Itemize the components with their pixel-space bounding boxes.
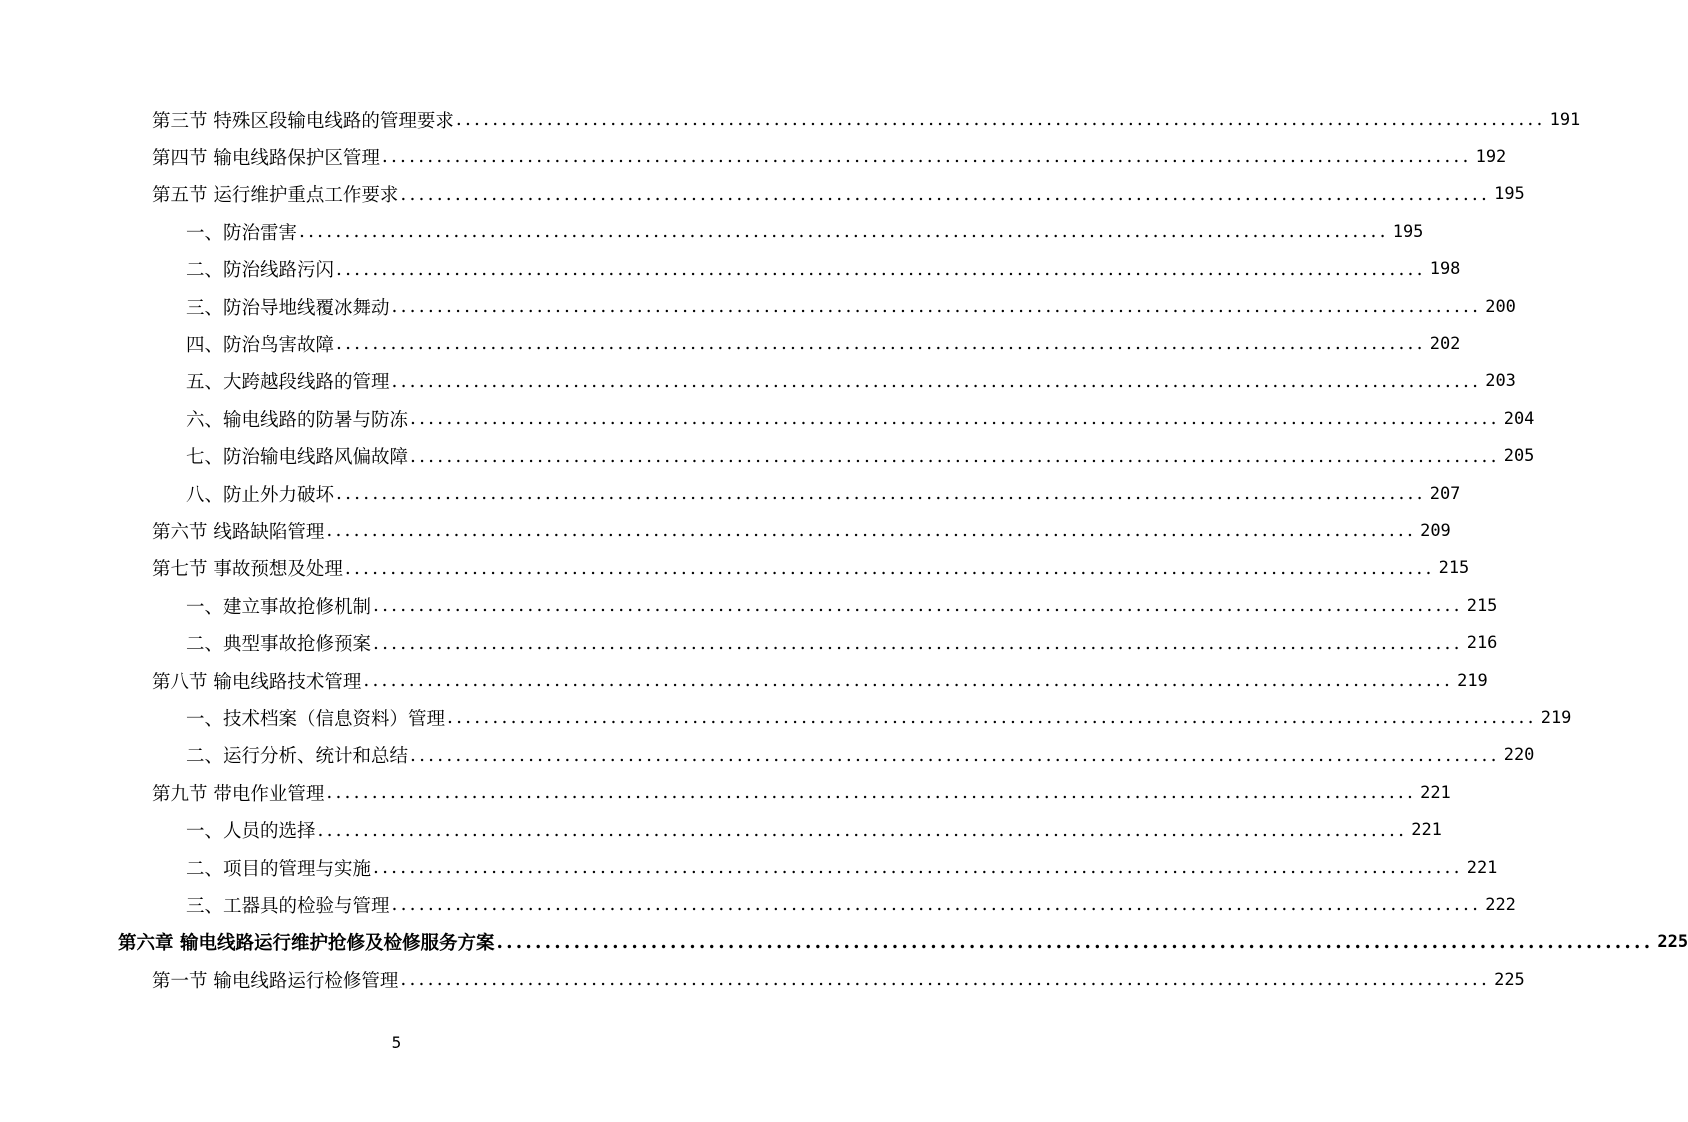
- toc-entry-title: 一、防治雷害: [186, 222, 298, 244]
- toc-entry-page-number: 192: [1475, 146, 1507, 167]
- dot-leader: ........................................................................................................................: [299, 221, 1389, 243]
- toc-entry-title: 二、防治线路污闪: [186, 260, 335, 282]
- toc-entry-page-number: 200: [1485, 296, 1516, 317]
- toc-section-entry[interactable]: [152, 662, 1488, 699]
- toc-entry-title: 第一节 输电线路运行检修管理: [152, 970, 399, 992]
- toc-entry-page-number: 215: [1438, 558, 1470, 579]
- dot-leader: ........................................................................................................................: [400, 969, 1491, 991]
- dot-leader: ........................................................................................................................: [400, 183, 1491, 205]
- toc-entry-page-number: 222: [1485, 894, 1516, 915]
- toc-entry-title: 二、项目的管理与实施: [186, 858, 372, 880]
- toc-item-entry[interactable]: [186, 699, 1572, 736]
- toc-entry-title: 二、典型事故抢修预案: [186, 634, 372, 656]
- toc-entry-page-number: 225: [1494, 969, 1525, 990]
- toc-chapter-entry[interactable]: [118, 924, 1688, 961]
- toc-section-entry[interactable]: [152, 101, 1581, 138]
- toc-item-entry[interactable]: [186, 213, 1424, 250]
- toc-entry-page-number: 203: [1485, 371, 1516, 392]
- toc-item-entry[interactable]: [186, 625, 1498, 662]
- toc-entry-page-number: 221: [1420, 782, 1451, 803]
- toc-entry-title: 五、大跨越段线路的管理: [186, 372, 390, 394]
- page-number: 5: [391, 1033, 402, 1052]
- dot-leader: ........................................................................................................................: [326, 782, 1417, 804]
- dot-leader: ........................................................................................................................: [391, 894, 1482, 916]
- toc-entry-title: 八、防止外力破坏: [186, 484, 335, 506]
- toc-entry-title: 一、建立事故抢修机制: [186, 596, 372, 618]
- dot-leader: ........................................................................................................................: [410, 408, 1500, 430]
- dot-leader: ........................................................................................................................: [373, 857, 1463, 878]
- dot-leader: ........................................................................................................................: [391, 370, 1482, 392]
- dot-leader: ........................................................................................................................: [373, 632, 1463, 654]
- dot-leader: ........................................................................................................................: [410, 445, 1500, 467]
- toc-entry-page-number: 204: [1503, 408, 1535, 429]
- toc-entry-page-number: 205: [1503, 446, 1535, 467]
- toc-section-entry[interactable]: [152, 550, 1470, 587]
- dot-leader: ........................................................................................................................: [496, 931, 1654, 953]
- toc-entry-title: 三、工器具的检验与管理: [186, 895, 390, 917]
- toc-entry-title: 三、防治导地线覆冰舞动: [186, 297, 390, 319]
- toc-entry-title: 第四节 输电线路保护区管理: [152, 147, 380, 169]
- toc-entry-page-number: 207: [1429, 483, 1461, 504]
- toc-item-entry[interactable]: [186, 400, 1535, 437]
- toc-entry-page-number: 221: [1411, 820, 1442, 841]
- dot-leader: ........................................................................................................................: [410, 744, 1500, 766]
- toc-item-entry[interactable]: [186, 812, 1442, 849]
- toc-entry-page-number: 220: [1503, 745, 1535, 766]
- toc-section-entry[interactable]: [152, 176, 1525, 213]
- toc-entry-page-number: 195: [1494, 184, 1525, 205]
- toc-entry-page-number: 219: [1540, 707, 1572, 728]
- toc-item-entry[interactable]: [186, 288, 1516, 325]
- dot-leader: ........................................................................................................................: [336, 258, 1426, 280]
- toc-item-entry[interactable]: [186, 438, 1535, 475]
- toc-entry-title: 第五节 运行维护重点工作要求: [152, 185, 399, 207]
- dot-leader: ........................................................................................................................: [336, 483, 1426, 504]
- toc-entry-title: 第九节 带电作业管理: [152, 783, 325, 805]
- toc-entry-title: 第八节 输电线路技术管理: [152, 671, 362, 693]
- dot-leader: ........................................................................................................................: [336, 333, 1426, 355]
- toc-item-entry[interactable]: [186, 251, 1461, 288]
- dot-leader: ........................................................................................................................: [391, 296, 1482, 317]
- toc-entry-page-number: 195: [1392, 221, 1424, 242]
- toc-entry-title: 第六节 线路缺陷管理: [152, 521, 325, 543]
- toc-item-entry[interactable]: [186, 587, 1498, 624]
- dot-leader: ........................................................................................................................: [344, 557, 1435, 579]
- toc-section-entry[interactable]: [152, 512, 1451, 549]
- toc-entry-title: 二、运行分析、统计和总结: [186, 746, 409, 768]
- toc-entry-title: 第七节 事故预想及处理: [152, 559, 343, 581]
- toc-entry-title: 一、人员的选择: [186, 821, 316, 843]
- dot-leader: ........................................................................................................................: [317, 819, 1408, 841]
- toc-entry-title: 第三节 特殊区段输电线路的管理要求: [152, 110, 454, 132]
- dot-leader: ........................................................................................................................: [455, 109, 1546, 130]
- toc-entry-title: 四、防治鸟害故障: [186, 334, 335, 356]
- dot-leader: ........................................................................................................................: [326, 520, 1417, 542]
- dot-leader: ........................................................................................................................: [363, 670, 1454, 691]
- toc-entry-page-number: 221: [1466, 857, 1498, 878]
- toc-entry-title: 六、输电线路的防暑与防冻: [186, 409, 409, 431]
- toc-entry-page-number: 198: [1429, 259, 1461, 280]
- toc-section-entry[interactable]: [152, 138, 1507, 175]
- toc-entry-title: 七、防治输电线路风偏故障: [186, 447, 409, 469]
- toc-section-entry[interactable]: [152, 961, 1525, 998]
- toc-item-entry[interactable]: [186, 475, 1461, 512]
- dot-leader: ........................................................................................................................: [381, 146, 1472, 168]
- toc-item-entry[interactable]: [186, 363, 1516, 400]
- toc-entry-page-number: 191: [1549, 109, 1581, 130]
- toc-entry-page-number: 225: [1657, 932, 1688, 953]
- toc-item-entry[interactable]: [186, 886, 1516, 923]
- toc-item-entry[interactable]: [186, 737, 1535, 774]
- dot-leader: ........................................................................................................................: [373, 595, 1463, 617]
- toc-item-entry[interactable]: [186, 849, 1498, 886]
- dot-leader: ........................................................................................................................: [447, 707, 1537, 729]
- toc-section-entry[interactable]: [152, 774, 1451, 811]
- toc-entry-title: 第六章 输电线路运行维护抢修及检修服务方案: [118, 933, 495, 955]
- toc-entry-page-number: 219: [1457, 670, 1488, 691]
- toc-entry-title: 一、技术档案（信息资料）管理: [186, 708, 446, 730]
- toc-item-entry[interactable]: [186, 325, 1461, 362]
- toc-entry-page-number: 209: [1420, 520, 1451, 541]
- toc-entry-page-number: 216: [1466, 633, 1498, 654]
- toc-entry-page-number: 202: [1429, 333, 1461, 354]
- toc-entry-page-number: 215: [1466, 595, 1498, 616]
